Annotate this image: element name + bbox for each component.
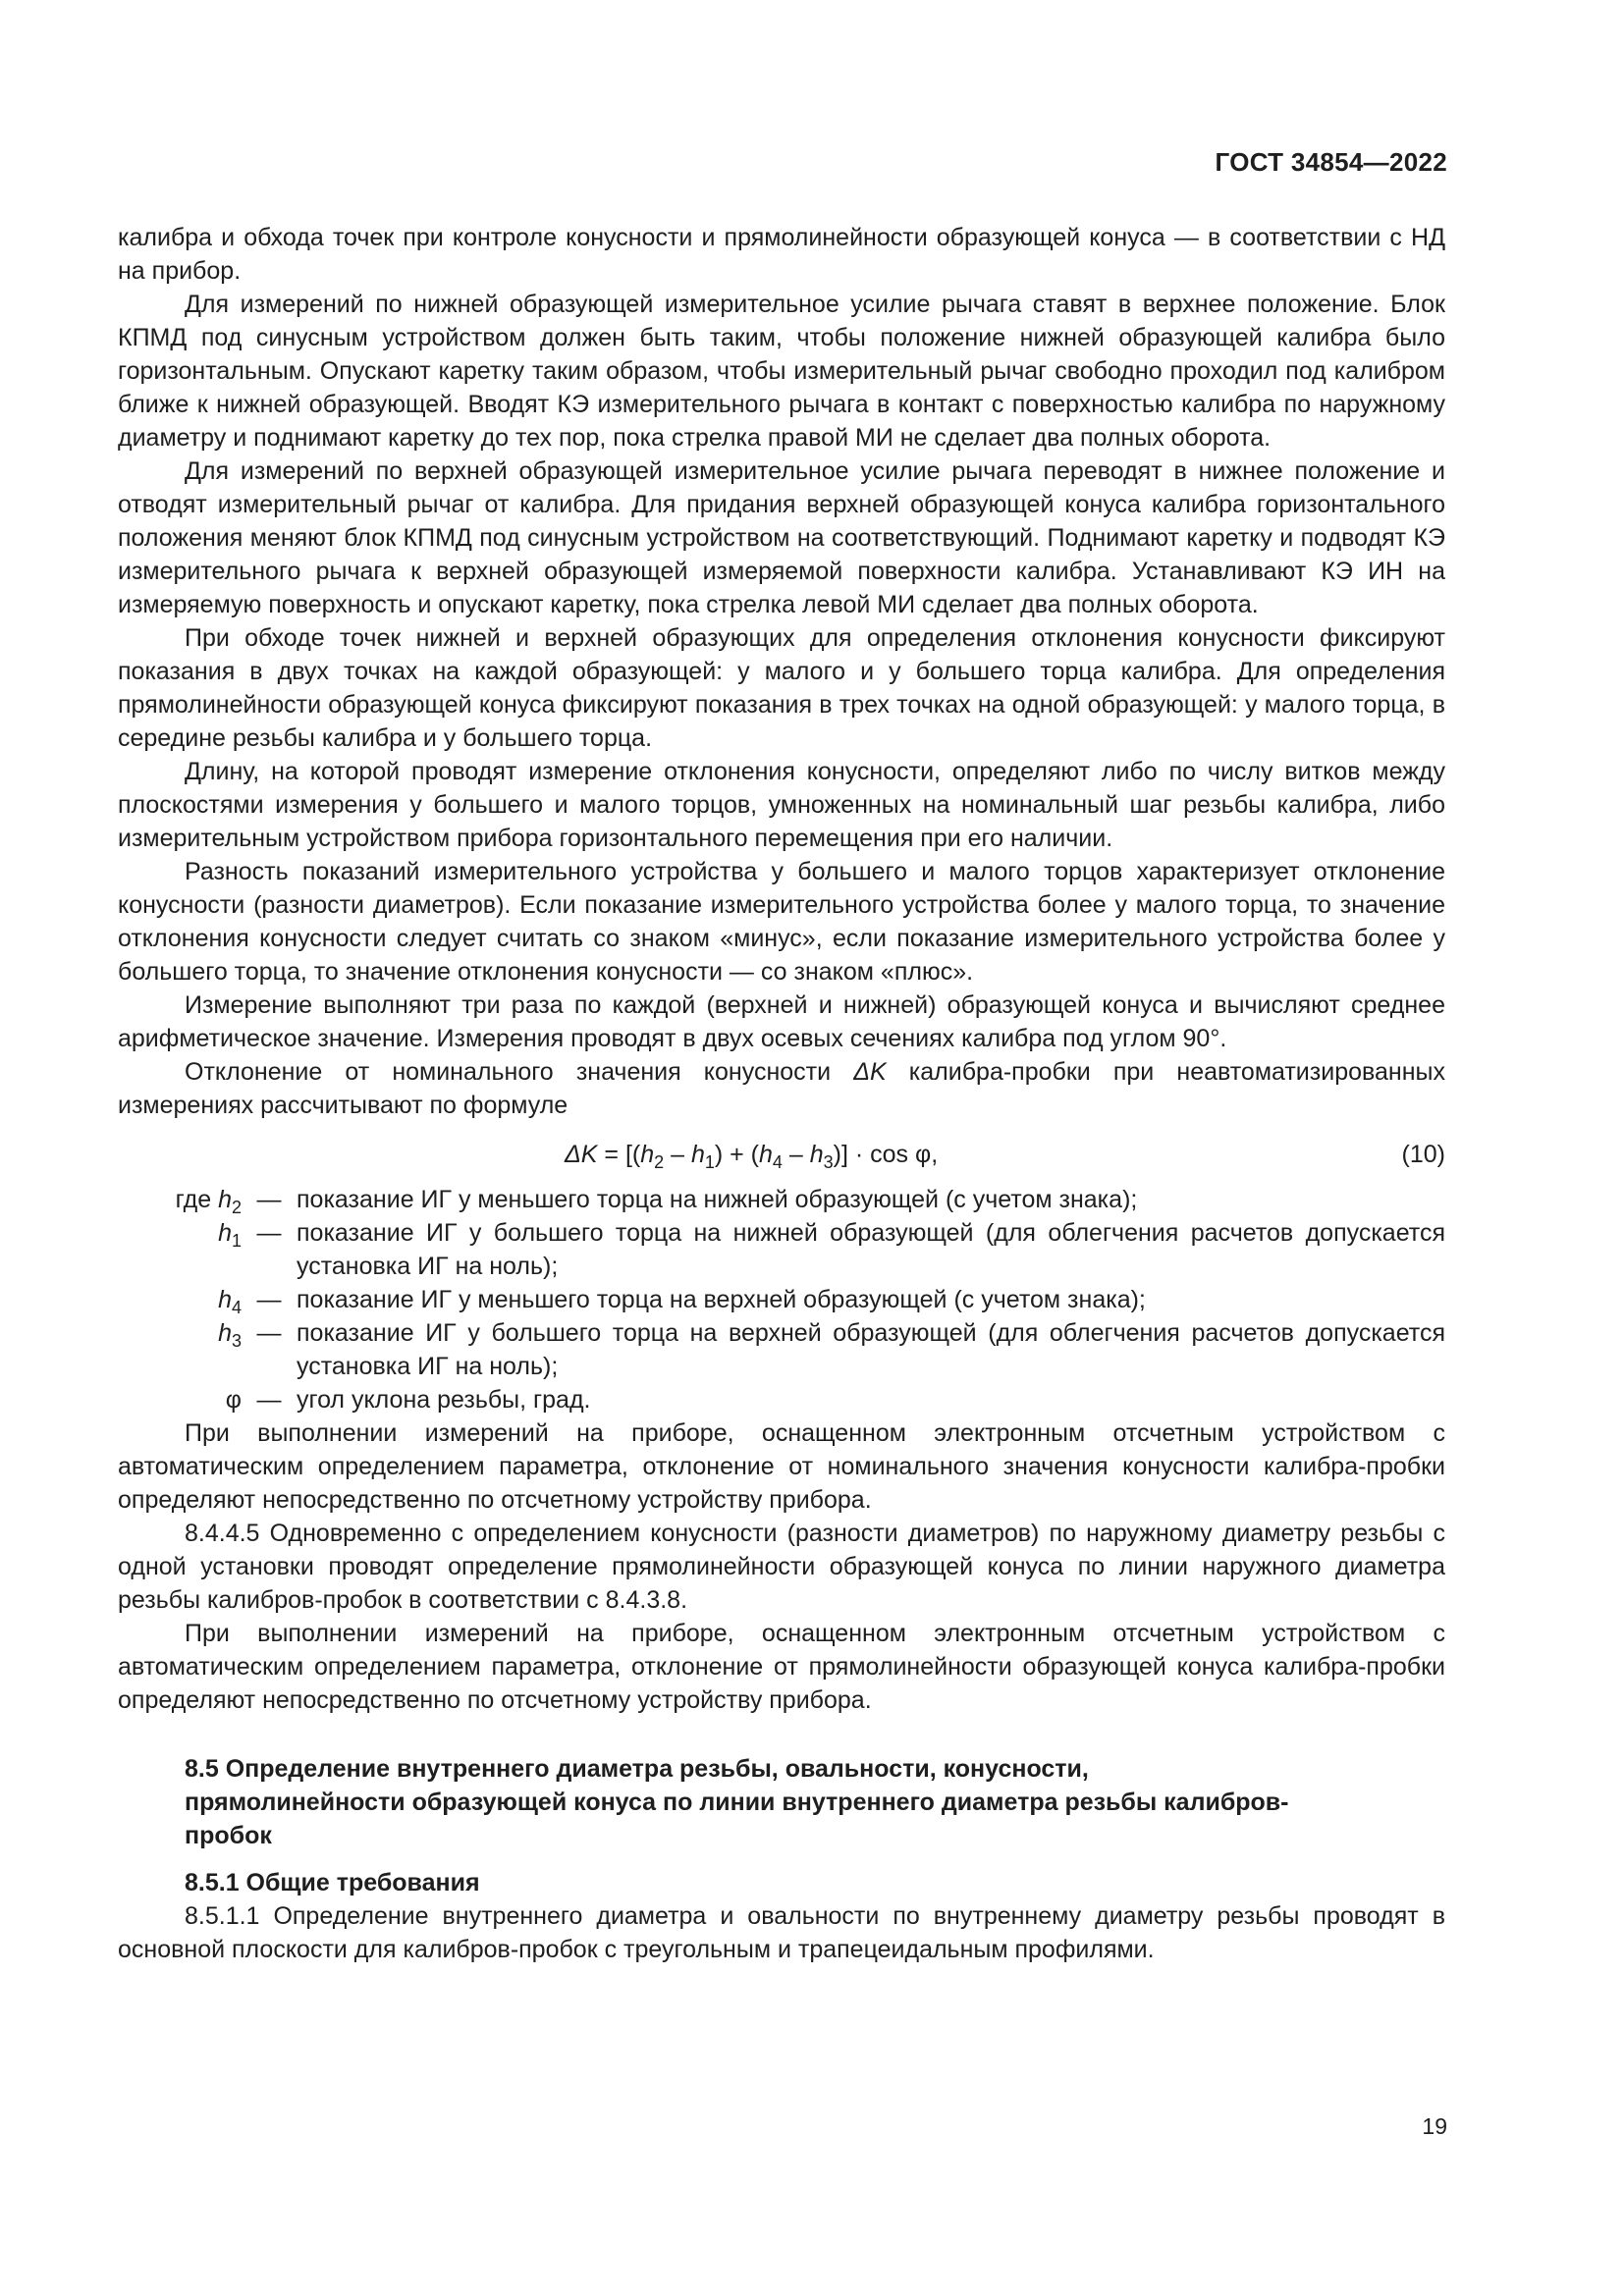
definition-symbol (118, 1283, 242, 1316)
formula-part: ) + ( (714, 1141, 760, 1168)
paragraph-formula-intro (118, 1055, 1445, 1122)
symbol-letter: h (218, 1319, 232, 1347)
formula-part: – (782, 1141, 810, 1168)
definition-item (118, 1216, 1445, 1283)
definition-item (118, 1183, 1445, 1216)
paragraph: Разность показаний измерительного устройства у большего и малого торцов характеризует отклонение конусности (разности диаметров). Если показание измерительного устройства более у малого торца, то значение отклонения конусности следует считать со знаком «минус», если показание измерительного устройства более у большего торца, то значение отклонения конусности — со знаком «плюс». (118, 858, 1445, 986)
definition-item (118, 1383, 1445, 1416)
definition-item (118, 1283, 1445, 1316)
definition-symbol (118, 1183, 242, 1216)
formula-lhs: ΔK (565, 1141, 598, 1168)
definition-item (118, 1316, 1445, 1383)
definition-symbol (118, 1216, 242, 1250)
where-word: где (175, 1186, 219, 1213)
definition-text: показание ИГ у меньшего торца на нижней образующей (с учетом знака); (297, 1186, 1138, 1213)
paragraph: 8.5.1.1 Определение внутреннего диаметра и овальности по внутреннему диаметру резьбы проводят в основной плоскости для калибров-пробок с треугольным и трапецеидальным профилями. (118, 1902, 1445, 1963)
symbol-letter: φ (225, 1386, 242, 1414)
page-content (118, 221, 1445, 1966)
text-fragment: Отклонение от номинального значения конусности (185, 1058, 854, 1086)
formula-10 (118, 1136, 1445, 1177)
definition-symbol (118, 1383, 242, 1416)
subsection-heading-8-5-1: 8.5.1 Общие требования (185, 1869, 480, 1896)
formula-expression (565, 1138, 938, 1171)
formula-part: )] · cos φ, (833, 1141, 939, 1168)
formula-sub: 4 (772, 1152, 783, 1172)
symbol-letter: h (218, 1186, 232, 1213)
definitions-list (118, 1183, 1445, 1416)
definition-text: показание ИГ у меньшего торца на верхней образующей (с учетом знака); (297, 1286, 1146, 1313)
formula-sub: 3 (823, 1152, 834, 1172)
definition-dash: — (256, 1286, 282, 1313)
definition-text: показание ИГ у большего торца на верхней образующей (для облегчения расчетов допускается установка ИГ на ноль); (297, 1319, 1445, 1380)
paragraph: При выполнении измерений на приборе, оснащенном электронным отсчетным устройством с автоматическим определением параметра, отклонение от прямолинейности образующей конуса калибра-пробки определяют непосредственно по отсчетному устройству прибора. (118, 1620, 1445, 1714)
symbol-letter: h (218, 1286, 232, 1313)
formula-part: = [( (597, 1141, 641, 1168)
text-fragment: калибра-пробки при неавтоматизированных измерениях рассчитывают по формуле (118, 1058, 1445, 1119)
definition-symbol (118, 1316, 242, 1350)
paragraph: Измерение выполняют три раза по каждой (верхней и нижней) образующей конуса и вычисляют среднее арифметическое значение. Измерения проводят в двух осевых сечениях калибра под углом 90°. (118, 991, 1445, 1052)
formula-var: h (759, 1141, 773, 1168)
document-code: ГОСТ 34854—2022 (1215, 147, 1447, 177)
formula-var: h (690, 1141, 705, 1168)
symbol-sub: 4 (231, 1298, 242, 1317)
symbol-sub: 3 (231, 1331, 242, 1351)
page-number: 19 (1422, 2113, 1447, 2139)
symbol-sub: 1 (231, 1231, 242, 1251)
definition-dash: — (256, 1219, 282, 1247)
definition-dash: — (256, 1186, 282, 1213)
paragraph: При выполнении измерений на приборе, оснащенном электронным отсчетным устройством с автоматическим определением параметра, отклонение от номинального значения конусности калибра-пробки определяют непосредственно по отсчетному устройству прибора. (118, 1419, 1445, 1514)
formula-var: h (640, 1141, 655, 1168)
definition-dash: — (256, 1319, 282, 1347)
formula-sub: 2 (654, 1152, 665, 1172)
paragraph: калибра и обхода точек при контроле конусности и прямолинейности образующей конуса — в соответствии с НД на прибор. (118, 224, 1445, 285)
delta-k-symbol: ΔK (853, 1058, 887, 1086)
paragraph: 8.4.4.5 Одновременно с определением конусности (разности диаметров) по наружному диаметру резьбы с одной установки проводят определение прямолинейности образующей конуса по линии наружного диаметра резьбы калибров-пробок в соответствии с 8.4.3.8. (118, 1520, 1445, 1614)
formula-var: h (809, 1141, 824, 1168)
formula-number: (10) (1401, 1141, 1445, 1168)
paragraph: Для измерений по верхней образующей измерительное усилие рычага переводят в нижнее положение и отводят измерительный рычаг от калибра. Для придания верхней образующей конуса калибра горизонтального положения меняют блок КПМД под синусным устройством на соответствующий. Поднимают каретку и подводят КЭ измерительного рычага к верхней образующей измеряемой поверхности калибра. Устанавливают КЭ ИН на измеряемую поверхность и опускают каретку, пока стрелка левой МИ сделает два полных оборота. (118, 457, 1445, 618)
definition-dash: — (256, 1386, 282, 1414)
definition-text: угол уклона резьбы, град. (297, 1386, 591, 1414)
formula-sub: 1 (704, 1152, 715, 1172)
definition-text: показание ИГ у большего торца на нижней образующей (для облегчения расчетов допускается установка ИГ на ноль); (297, 1219, 1445, 1280)
formula-part: – (664, 1141, 691, 1168)
section-heading-8-5: 8.5 Определение внутреннего диаметра резьбы, овальности, конусности, прямолинейности образующей конуса по линии внутреннего диаметра резьбы калибров-пробок (185, 1755, 1289, 1849)
paragraph: При обходе точек нижней и верхней образующих для определения отклонения конусности фиксируют показания в двух точках на каждой образующей: у малого и у большего торца калибра. Для определения прямолинейности образующей конуса фиксируют показания в трех точках на одной образующей: у малого торца, в середине резьбы калибра и у большего торца. (118, 624, 1445, 752)
paragraph: Длину, на которой проводят измерение отклонения конусности, определяют либо по числу витков между плоскостями измерения у большего и малого торцов, умноженных на номинальный шаг резьбы калибра, либо измерительным устройством прибора горизонтального перемещения при его наличии. (118, 758, 1445, 852)
symbol-letter: h (218, 1219, 232, 1247)
paragraph: Для измерений по нижней образующей измерительное усилие рычага ставят в верхнее положение. Блок КПМД под синусным устройством должен быть таким, чтобы положение нижней образующей калибра было горизонтальным. Опускают каретку таким образом, чтобы измерительный рычаг свободно проходил под калибром ближе к нижней образующей. Вводят КЭ измерительного рычага в контакт с поверхностью калибра по наружному диаметру и поднимают каретку до тех пор, пока стрелка правой МИ не сделает два полных оборота. (118, 291, 1445, 452)
symbol-sub: 2 (231, 1198, 242, 1217)
